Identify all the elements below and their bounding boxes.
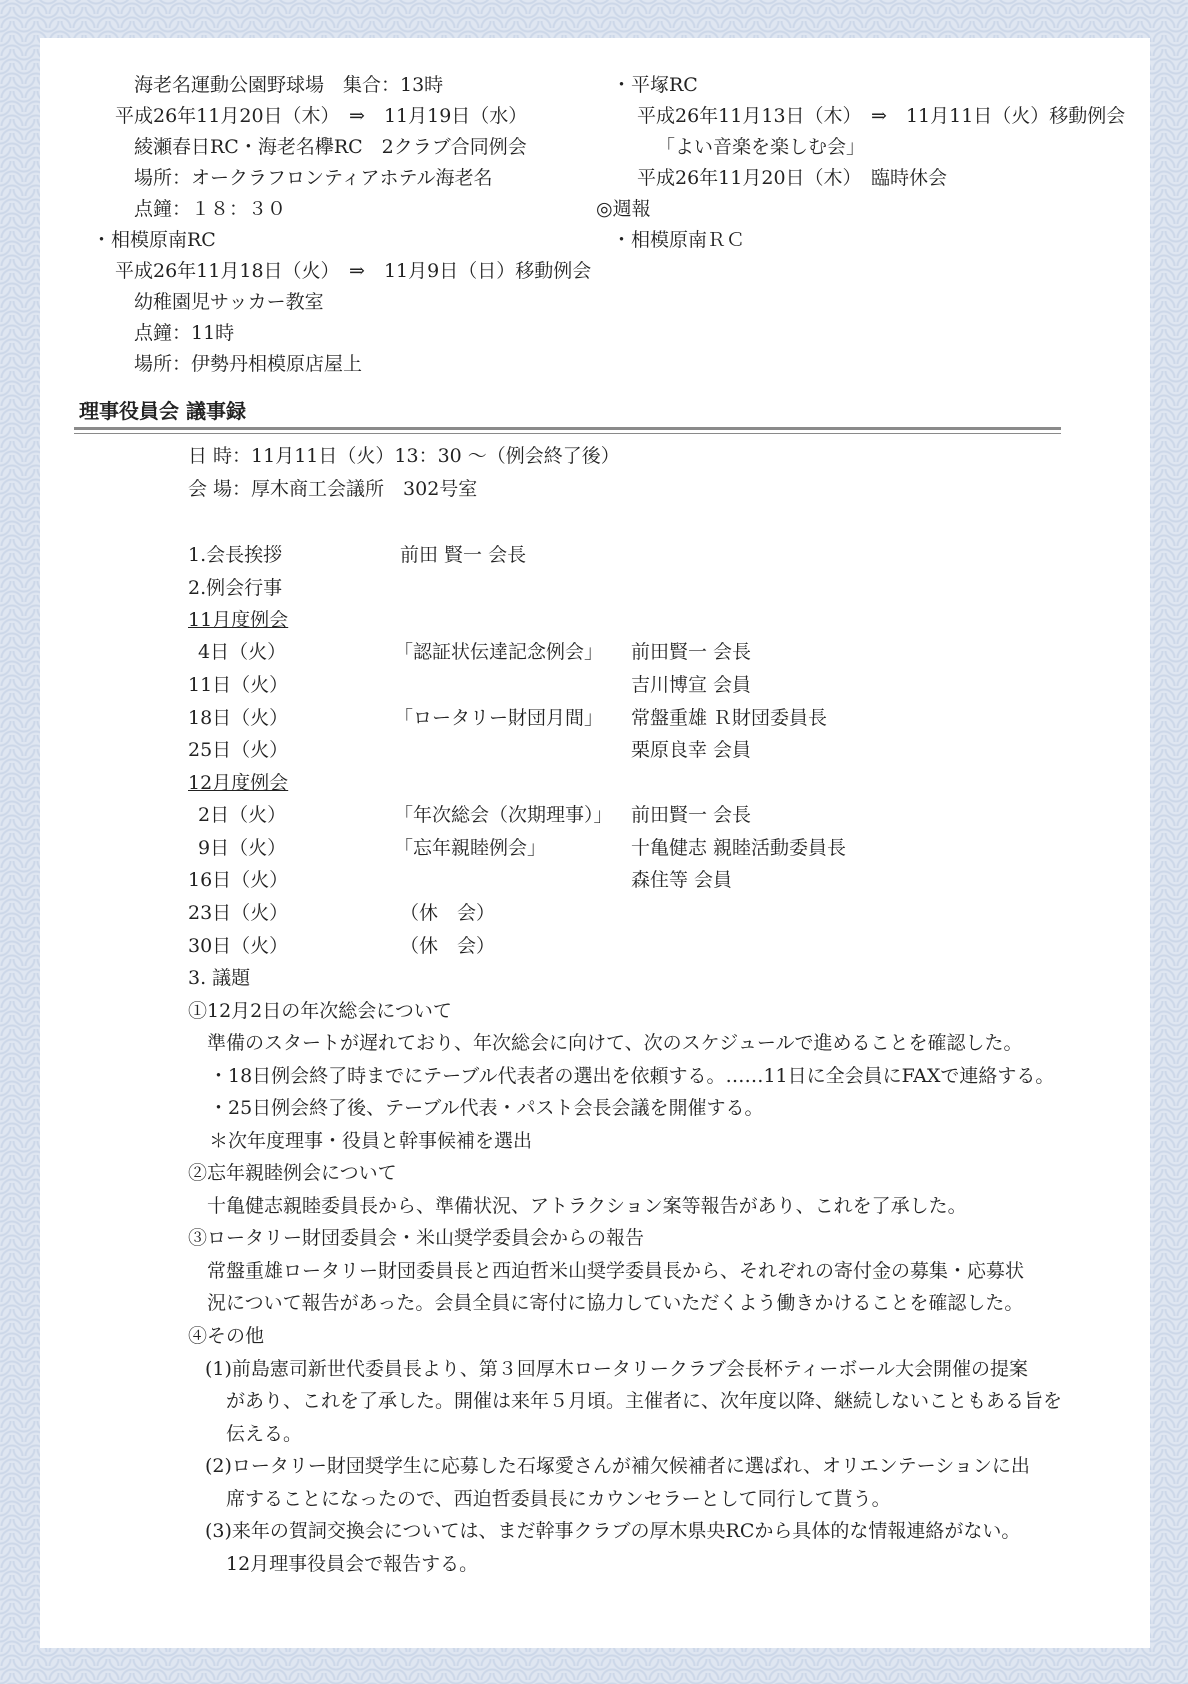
schedule-speaker: 前田賢一 会長 — [631, 804, 752, 826]
text-line: 場所：オークラフロンティアホテル海老名 — [134, 167, 493, 189]
text-line: 平成26年11月13日（木） ⇒ 11月11日（火）移動例会 — [637, 105, 1126, 127]
text-line: 「よい音楽を楽しむ会」 — [656, 136, 866, 158]
topic-1-line: ＊次年度理事・役員と幹事候補を選出 — [209, 1130, 533, 1152]
schedule-speaker: 常盤重雄 Ｒ財団委員長 — [631, 707, 828, 729]
text-line: 平成26年11月20日（木） ⇒ 11月19日（水） — [115, 105, 528, 127]
topic-4-item-line: (3)来年の賀詞交換会については、まだ幹事クラブの厚木県央RCから具体的な情報連絡がない。 — [205, 1520, 1021, 1542]
text-line: 幼稚園児サッカー教室 — [134, 291, 324, 313]
text-line: ・相模原南ＲＣ — [612, 229, 746, 251]
agenda-3-label: 3. 議題 — [188, 967, 251, 989]
text-line: 点鐘：11時 — [134, 322, 235, 344]
topic-1-line: ・18日例会終了時までにテーブル代表者の選出を依頼する。……11日に全会員にFAXで連絡する。 — [209, 1065, 1055, 1087]
nov-header: 11月度例会 — [188, 609, 289, 631]
schedule-date: 11日（火） — [188, 674, 289, 696]
text-line: ・相模原南RC — [92, 229, 216, 251]
title-rule-thin — [74, 433, 1061, 434]
text-line: 平成26年11月20日（木） 臨時休会 — [637, 167, 948, 189]
dec-header: 12月度例会 — [188, 772, 289, 794]
schedule-event: 「認証状伝達記念例会」 — [394, 641, 604, 663]
schedule-event: 「ロータリー財団月間」 — [394, 707, 604, 729]
schedule-speaker: 吉川博宣 会員 — [631, 674, 752, 696]
topic-4-item-line: (2)ロータリー財団奨学生に応募した石塚愛さんが補欠候補者に選ばれ、オリエンテーションに出 — [205, 1455, 1030, 1477]
schedule-event: （休 会） — [400, 935, 496, 957]
topic-1-line: 準備のスタートが遅れており、年次総会に向けて、次のスケジュールで進めることを確認した。 — [207, 1032, 1023, 1054]
text-line: 平成26年11月18日（火） ⇒ 11月9日（日）移動例会 — [115, 260, 592, 282]
topic-3-line: 常盤重雄ロータリー財団委員長と西迫哲米山奨学委員長から、それぞれの寄付金の募集・応募状 — [207, 1260, 1025, 1282]
schedule-date: 30日（火） — [188, 935, 289, 957]
title-rule — [74, 427, 1061, 430]
schedule-date: 18日（火） — [188, 707, 289, 729]
schedule-speaker: 十亀健志 親睦活動委員長 — [631, 837, 847, 859]
text-line: 場所：伊勢丹相模原店屋上 — [134, 353, 363, 375]
agenda-1-speaker: 前田 賢一 会長 — [400, 544, 527, 566]
topic-3-heading: ③ロータリー財団委員会・米山奨学委員会からの報告 — [188, 1227, 645, 1249]
agenda-1-label: 1.会長挨拶 — [188, 544, 283, 566]
meeting-venue: 会 場：厚木商工会議所 302号室 — [188, 478, 478, 500]
topic-4-item-line: があり、これを了承した。開催は来年５月頃。主催者に、次年度以降、継続しないこともある旨を — [226, 1390, 1063, 1412]
section-title: 理事役員会 議事録 — [79, 399, 246, 423]
topic-4-item-line: 席することになったので、西迫哲委員長にカウンセラーとして同行して貰う。 — [226, 1488, 891, 1510]
agenda-2-label: 2.例会行事 — [188, 577, 283, 599]
schedule-speaker: 栗原良幸 会員 — [631, 739, 752, 761]
schedule-date: 9日（火） — [198, 837, 287, 859]
schedule-event: 「年次総会（次期理事）」 — [394, 804, 613, 826]
topic-1-heading: ①12月2日の年次総会について — [188, 1000, 452, 1022]
topic-3-line: 況について報告があった。会員全員に寄付に協力していただくよう働きかけることを確認した。 — [207, 1292, 1024, 1314]
schedule-date: 2日（火） — [198, 804, 287, 826]
schedule-date: 23日（火） — [188, 902, 289, 924]
schedule-event: （休 会） — [400, 902, 496, 924]
topic-2-line: 十亀健志親睦委員長から、準備状況、アトラクション案等報告があり、これを了承した。 — [207, 1195, 967, 1217]
text-line: ◎週報 — [596, 198, 651, 220]
topic-2-heading: ②忘年親睦例会について — [188, 1162, 397, 1184]
schedule-speaker: 森住等 会員 — [631, 869, 733, 891]
topic-4-item-line: 伝える。 — [226, 1423, 303, 1445]
topic-4-item-line: 12月理事役員会で報告する。 — [226, 1553, 479, 1575]
schedule-date: 25日（火） — [188, 739, 289, 761]
meeting-datetime: 日 時：11月11日（火）13：30 ～（例会終了後） — [188, 445, 620, 467]
text-line: 点鐘：１８：３０ — [134, 198, 287, 220]
schedule-date: 4日（火） — [198, 641, 287, 663]
text-line: 綾瀬春日RC・海老名欅RC 2クラブ合同例会 — [134, 136, 527, 158]
topic-4-heading: ④その他 — [188, 1325, 265, 1347]
text-line: 海老名運動公園野球場 集合：13時 — [134, 74, 444, 96]
text-line: ・平塚RC — [612, 74, 698, 96]
topic-1-line: ・25日例会終了後、テーブル代表・パスト会長会議を開催する。 — [209, 1097, 764, 1119]
schedule-date: 16日（火） — [188, 869, 289, 891]
schedule-event: 「忘年親睦例会」 — [394, 837, 547, 859]
schedule-speaker: 前田賢一 会長 — [631, 641, 752, 663]
topic-4-item-line: (1)前島憲司新世代委員長より、第３回厚木ロータリークラブ会長杯ティーボール大会開催の提案 — [205, 1358, 1029, 1380]
